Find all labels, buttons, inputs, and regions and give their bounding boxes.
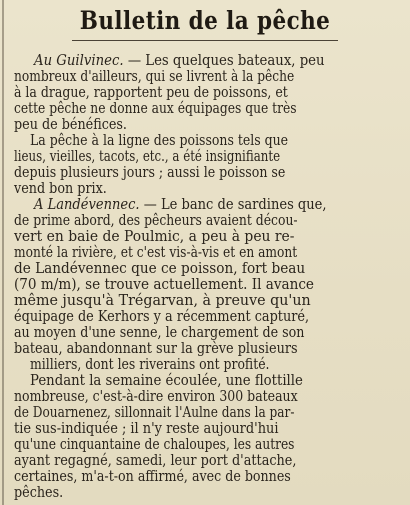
place-name: A Landévennec. bbox=[34, 195, 140, 213]
article-line: qu'une cinquantaine de chaloupes, les autres bbox=[14, 435, 295, 453]
article-line: vert en baie de Poulmic, a peu à peu re- bbox=[14, 227, 295, 245]
article-line: à la drague, rapportent peu de poissons, et bbox=[14, 83, 288, 101]
article-line: lieus, vieilles, tacots, etc., a été insignifiante bbox=[14, 147, 281, 165]
article-line: (70 m/m), se trouve actuellement. Il avance bbox=[14, 275, 314, 293]
article-title: Bulletin de la pêche bbox=[79, 6, 331, 35]
article-line: La pêche à la ligne des poissons tels que bbox=[30, 131, 289, 149]
article-line: au moyen d'une senne, le chargement de son bbox=[14, 323, 305, 341]
place-name: Au Guilvinec. bbox=[34, 51, 124, 69]
article-line bbox=[34, 52, 325, 68]
title-rule bbox=[72, 40, 338, 41]
line-text: — Le banc de sardines que, bbox=[139, 195, 327, 213]
article-line: pêches. bbox=[14, 483, 64, 501]
article-line: équipage de Kerhors y a récemment capturé, bbox=[14, 307, 310, 325]
article-line: de prime abord, des pêcheurs avaient décou- bbox=[14, 211, 298, 229]
line-text: — Les quelques bateaux, peu bbox=[123, 51, 325, 69]
article-line: depuis plusieurs jours ; aussi le poisson se bbox=[14, 163, 286, 181]
article-line: de Douarnenez, sillonnait l'Aulne dans la par- bbox=[14, 403, 295, 421]
article-line: Pendant la semaine écoulée, une flottille bbox=[30, 371, 303, 389]
article-line bbox=[34, 196, 327, 212]
article-line: de Landévennec que ce poisson, fort beau bbox=[14, 259, 306, 277]
article-line: certaines, m'a-t-on affirmé, avec de bonnes bbox=[14, 467, 291, 485]
column-border bbox=[2, 0, 4, 505]
article-line: nombreux d'ailleurs, qui se livrent à la pêche bbox=[14, 67, 295, 85]
article-line: nombreuse, c'est-à-dire environ 300 bateaux bbox=[14, 387, 298, 405]
article-line: bateau, abandonnant sur la grève plusieurs bbox=[14, 339, 298, 357]
article-line: tie sus-indiquée ; il n'y reste aujourd'hui bbox=[14, 419, 279, 437]
article-line: peu de bénéfices. bbox=[14, 115, 127, 133]
article-line: vend bon prix. bbox=[14, 179, 107, 197]
article-line: monté la rivière, et c'est vis-à-vis et en amont bbox=[14, 243, 298, 261]
article-line: milliers, dont les riverains ont profité. bbox=[30, 355, 270, 373]
article-line: cette pêche ne donne aux équipages que très bbox=[14, 99, 297, 117]
article-line: ayant regagné, samedi, leur port d'attache, bbox=[14, 451, 297, 469]
article-line: même jusqu'à Trégarvan, à preuve qu'un bbox=[14, 291, 311, 309]
